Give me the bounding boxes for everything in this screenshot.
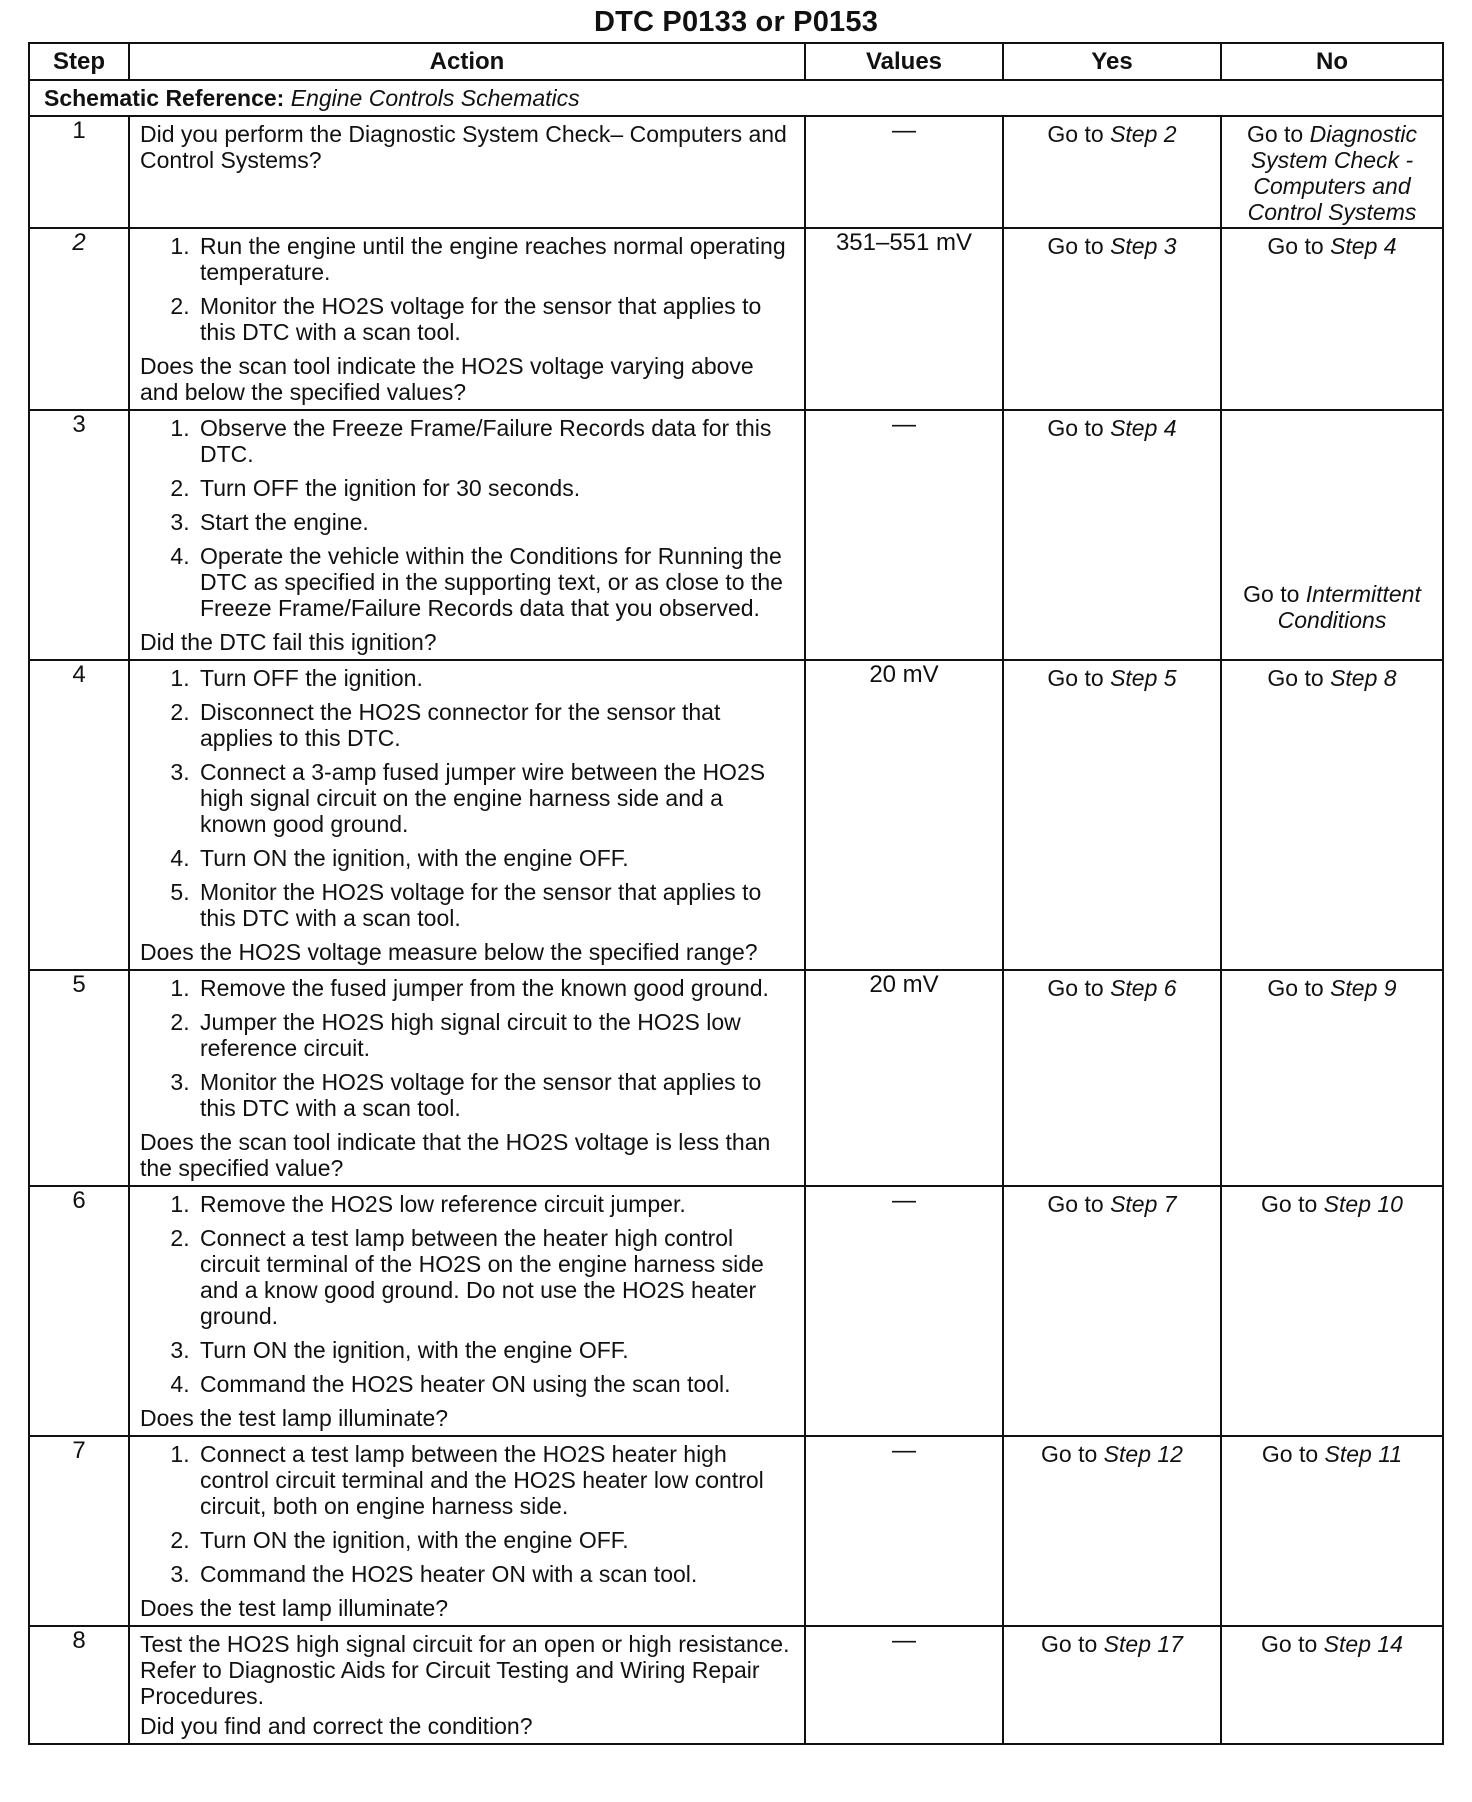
action-cell	[129, 228, 805, 410]
value-cell: —	[805, 410, 1003, 660]
no-outcome	[1221, 410, 1443, 660]
yes-outcome	[1003, 1626, 1221, 1744]
no-outcome-link: Step 8	[1330, 665, 1397, 691]
yes-outcome-prefix: Go to	[1041, 1631, 1104, 1657]
action-cell	[129, 970, 805, 1186]
action-substeps	[140, 415, 794, 621]
step-number: 8	[29, 1626, 129, 1744]
yes-outcome-prefix: Go to	[1041, 1441, 1104, 1467]
yes-outcome	[1003, 410, 1221, 660]
step-number: 4	[29, 660, 129, 970]
no-outcome-link: Intermittent Conditions	[1277, 581, 1421, 633]
no-outcome-prefix: Go to	[1246, 121, 1310, 147]
yes-outcome-link: Step 2	[1110, 121, 1177, 147]
yes-outcome-prefix: Go to	[1047, 415, 1111, 441]
yes-outcome-link: Step 6	[1110, 975, 1177, 1001]
action-substep: 3. Command the HO2S heater ON with a scan tool.	[196, 1561, 794, 1587]
yes-outcome	[1003, 228, 1221, 410]
no-outcome-prefix: Go to	[1267, 975, 1331, 1001]
no-outcome-prefix: Go to	[1243, 581, 1306, 607]
no-outcome	[1221, 1436, 1443, 1626]
schematic-reference-value: Engine Controls Schematics	[290, 85, 580, 111]
action-question: Does the test lamp illuminate?	[140, 1595, 449, 1621]
action-question: Does the test lamp illuminate?	[140, 1405, 449, 1431]
step-row	[29, 660, 1443, 970]
action-substep: 4. Operate the vehicle within the Conditions for Running the DTC as specified in the supporting text, or as close to the Freeze Frame/Failure Records data that you observed.	[196, 543, 794, 621]
no-outcome-link: Step 11	[1324, 1441, 1403, 1467]
no-outcome	[1221, 660, 1443, 970]
action-substep: 3. Turn ON the ignition, with the engine OFF.	[196, 1337, 794, 1363]
no-outcome-link: Step 10	[1323, 1191, 1403, 1217]
no-outcome-link: Step 9	[1330, 975, 1397, 1001]
yes-outcome-prefix: Go to	[1047, 121, 1111, 147]
action-cell	[129, 660, 805, 970]
yes-outcome	[1003, 970, 1221, 1186]
yes-outcome-prefix: Go to	[1047, 665, 1111, 691]
schematic-reference-row	[29, 80, 1443, 116]
value-cell: —	[805, 1626, 1003, 1744]
yes-outcome-link: Step 3	[1110, 233, 1177, 259]
action-substep: 2. Connect a test lamp between the heater high control circuit terminal of the HO2S on the engine harness side and a know good ground. Do not use the HO2S heater ground.	[196, 1225, 794, 1329]
yes-outcome-link: Step 5	[1110, 665, 1177, 691]
action-substeps	[140, 1441, 794, 1587]
step-number: 3	[29, 410, 129, 660]
step-row	[29, 410, 1443, 660]
header-step: Step	[29, 43, 129, 80]
no-outcome-prefix: Go to	[1261, 1441, 1325, 1467]
schematic-reference-label: Schematic Reference:	[44, 85, 285, 111]
value-cell: 351–551 mV	[805, 228, 1003, 410]
action-question: Did you find and correct the condition?	[140, 1713, 533, 1739]
action-substep: 1. Turn OFF the ignition.	[196, 665, 794, 691]
action-cell	[129, 1186, 805, 1436]
action-substep: 1. Remove the fused jumper from the known good ground.	[196, 975, 794, 1001]
action-substep: 1. Observe the Freeze Frame/Failure Records data for this DTC.	[196, 415, 794, 467]
action-cell	[129, 1626, 805, 1744]
action-substep: 1. Connect a test lamp between the HO2S heater high control circuit terminal and the HO2S heater low control circuit, both on engine harness side.	[196, 1441, 794, 1519]
page-title: DTC P0133 or P0153	[593, 6, 879, 38]
action-substep: 1. Remove the HO2S low reference circuit jumper.	[196, 1191, 794, 1217]
yes-outcome-link: Step 7	[1110, 1191, 1177, 1217]
no-outcome-link: Diagnostic System Check - Computers and Control Systems	[1247, 121, 1418, 225]
action-substeps	[140, 1191, 794, 1397]
yes-outcome-link: Step 17	[1103, 1631, 1183, 1657]
action-cell	[129, 410, 805, 660]
action-substep: 2. Turn ON the ignition, with the engine OFF.	[196, 1527, 794, 1553]
step-row	[29, 1436, 1443, 1626]
value-cell: —	[805, 116, 1003, 228]
action-substeps	[140, 665, 794, 931]
schematic-reference	[29, 80, 1443, 116]
step-number: 2	[29, 228, 129, 410]
action-substep: 4. Command the HO2S heater ON using the scan tool.	[196, 1371, 794, 1397]
step-row	[29, 1626, 1443, 1744]
no-outcome	[1221, 1626, 1443, 1744]
action-question: Does the HO2S voltage measure below the specified range?	[140, 939, 758, 965]
header-no: No	[1221, 43, 1443, 80]
action-cell	[129, 1436, 805, 1626]
step-row	[29, 116, 1443, 228]
header-row	[29, 43, 1443, 80]
step-number: 6	[29, 1186, 129, 1436]
no-outcome	[1221, 116, 1443, 228]
yes-outcome	[1003, 660, 1221, 970]
yes-outcome-link: Step 4	[1110, 415, 1177, 441]
yes-outcome-link: Step 12	[1103, 1441, 1183, 1467]
action-question: Did the DTC fail this ignition?	[140, 629, 437, 655]
action-cell	[129, 116, 805, 228]
no-outcome-link: Step 14	[1323, 1631, 1403, 1657]
yes-outcome-prefix: Go to	[1047, 975, 1111, 1001]
no-outcome	[1221, 228, 1443, 410]
step-number: 1	[29, 116, 129, 228]
yes-outcome-prefix: Go to	[1047, 233, 1111, 259]
action-substep: 4. Turn ON the ignition, with the engine OFF.	[196, 845, 794, 871]
yes-outcome	[1003, 1186, 1221, 1436]
action-substep: 3. Monitor the HO2S voltage for the sensor that applies to this DTC with a scan tool.	[196, 1069, 794, 1121]
action-substeps	[140, 975, 794, 1121]
no-outcome-prefix: Go to	[1267, 233, 1331, 259]
action-substeps	[140, 233, 794, 345]
no-outcome-prefix: Go to	[1261, 1191, 1324, 1217]
step-row	[29, 970, 1443, 1186]
value-cell: 20 mV	[805, 660, 1003, 970]
action-question: Does the scan tool indicate the HO2S voltage varying above and below the specified values?	[140, 353, 754, 405]
action-substep: 3. Start the engine.	[196, 509, 794, 535]
header-action: Action	[129, 43, 805, 80]
no-outcome-prefix: Go to	[1261, 1631, 1324, 1657]
no-outcome-link: Step 4	[1330, 233, 1397, 259]
header-values: Values	[805, 43, 1003, 80]
header-yes: Yes	[1003, 43, 1221, 80]
value-cell: 20 mV	[805, 970, 1003, 1186]
value-cell: —	[805, 1186, 1003, 1436]
action-intro: Did you perform the Diagnostic System Check– Computers and Control Systems?	[140, 121, 787, 173]
action-question: Does the scan tool indicate that the HO2S voltage is less than the specified value?	[140, 1129, 771, 1181]
action-intro: Test the HO2S high signal circuit for an open or high resistance. Refer to Diagnostic Aids for Circuit Testing and Wiring Repair Procedures.	[140, 1631, 790, 1709]
step-number: 7	[29, 1436, 129, 1626]
no-outcome-prefix: Go to	[1267, 665, 1331, 691]
yes-outcome-prefix: Go to	[1047, 1191, 1111, 1217]
yes-outcome	[1003, 116, 1221, 228]
action-substep: 2. Turn OFF the ignition for 30 seconds.	[196, 475, 794, 501]
action-substep: 2. Monitor the HO2S voltage for the sensor that applies to this DTC with a scan tool.	[196, 293, 794, 345]
action-substep: 5. Monitor the HO2S voltage for the sensor that applies to this DTC with a scan tool.	[196, 879, 794, 931]
no-outcome	[1221, 1186, 1443, 1436]
diagnostic-table	[28, 42, 1444, 1745]
value-cell: —	[805, 1436, 1003, 1626]
no-outcome	[1221, 970, 1443, 1186]
action-substep: 1. Run the engine until the engine reaches normal operating temperature.	[196, 233, 794, 285]
action-substep: 2. Jumper the HO2S high signal circuit to the HO2S low reference circuit.	[196, 1009, 794, 1061]
step-row	[29, 1186, 1443, 1436]
step-number: 5	[29, 970, 129, 1186]
step-row	[29, 228, 1443, 410]
action-substep: 3. Connect a 3-amp fused jumper wire between the HO2S high signal circuit on the engine harness side and a known good ground.	[196, 759, 794, 837]
yes-outcome	[1003, 1436, 1221, 1626]
action-substep: 2. Disconnect the HO2S connector for the sensor that applies to this DTC.	[196, 699, 794, 751]
